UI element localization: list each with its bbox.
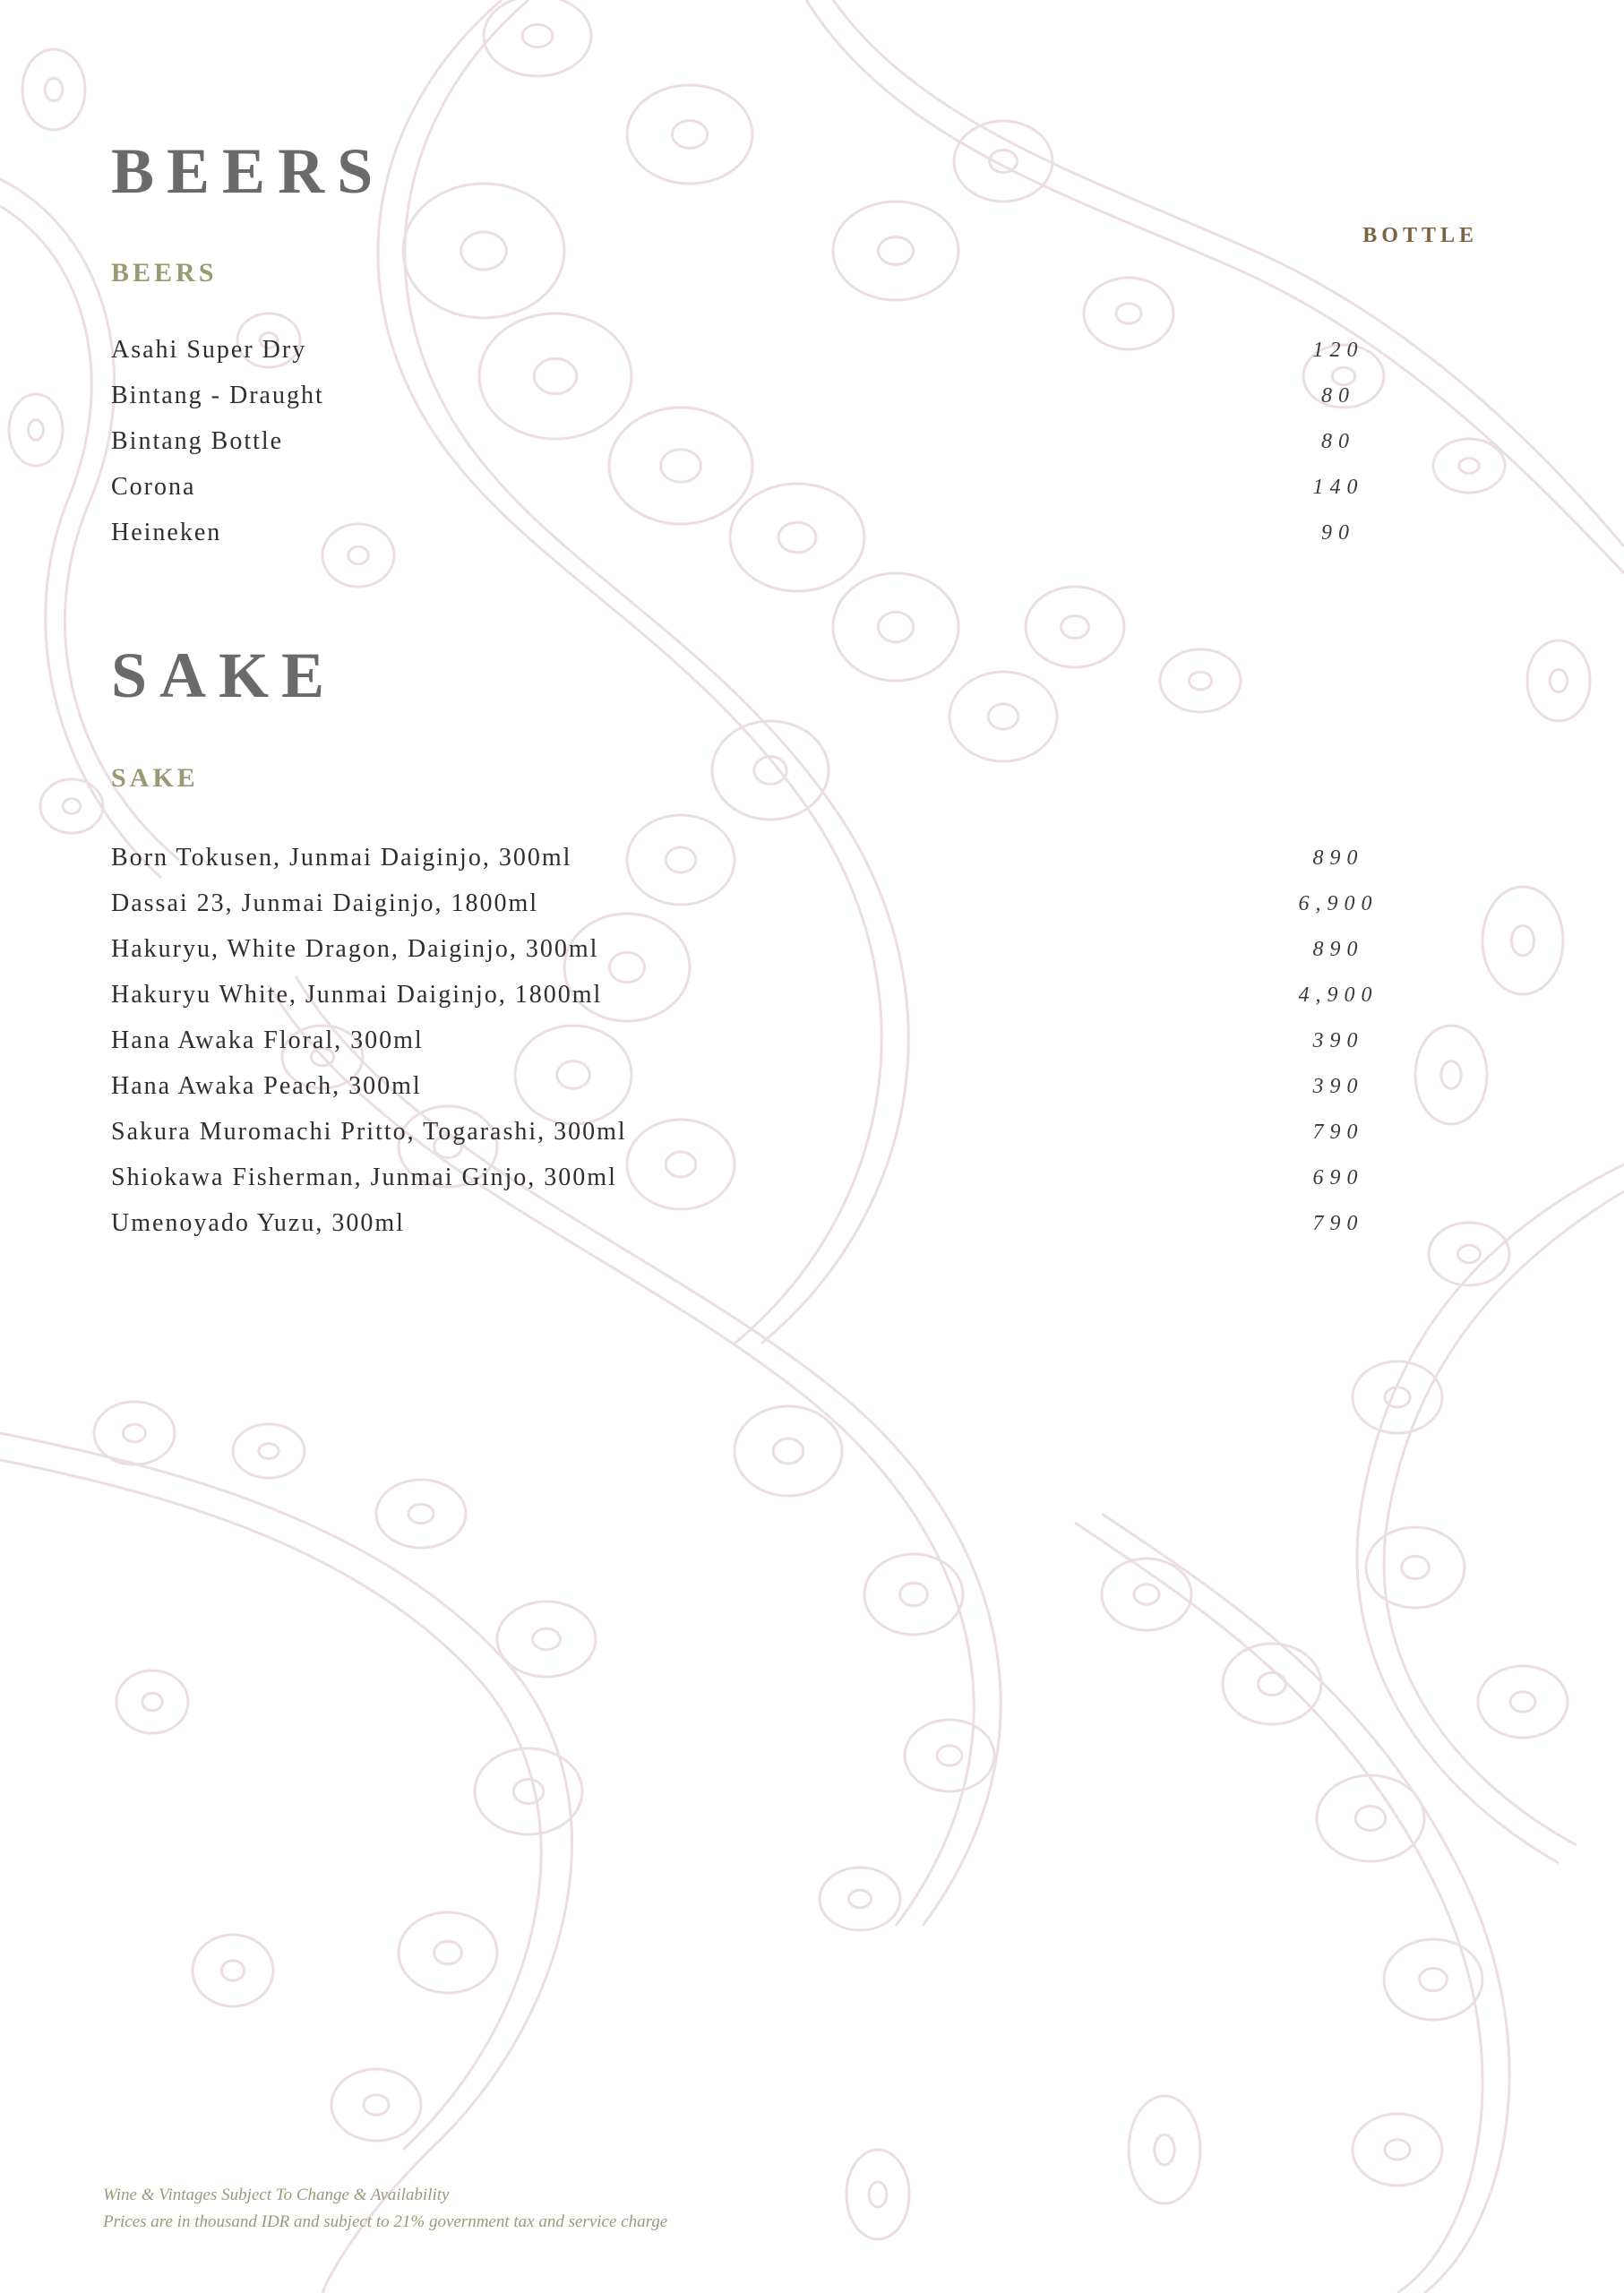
item-name: Heineken bbox=[111, 519, 222, 546]
beers-section-title: BEERS bbox=[111, 135, 386, 207]
footer-availability-note: Wine & Vintages Subject To Change & Availability bbox=[103, 2186, 450, 2204]
list-item bbox=[111, 1025, 1383, 1070]
sake-section-title: SAKE bbox=[111, 640, 338, 711]
item-name: Hakuryu White, Junmai Daiginjo, 1800ml bbox=[111, 981, 603, 1009]
item-price: 90 bbox=[1321, 521, 1355, 545]
list-item bbox=[111, 1207, 1383, 1253]
sake-subtitle: SAKE bbox=[111, 763, 199, 793]
beers-list bbox=[111, 334, 1383, 563]
item-price: 890 bbox=[1312, 846, 1364, 870]
item-price: 4,900 bbox=[1298, 983, 1379, 1007]
item-price: 390 bbox=[1312, 1075, 1364, 1098]
item-price: 140 bbox=[1312, 476, 1364, 499]
item-price: 690 bbox=[1312, 1166, 1364, 1189]
item-name: Asahi Super Dry bbox=[111, 336, 307, 364]
footer-note bbox=[103, 2182, 667, 2236]
item-name: Sakura Muromachi Pritto, Togarashi, 300ml bbox=[111, 1118, 627, 1146]
list-item bbox=[111, 842, 1383, 888]
list-item bbox=[111, 380, 1383, 425]
item-price: 790 bbox=[1312, 1212, 1364, 1235]
item-price: 390 bbox=[1312, 1029, 1364, 1052]
sake-list bbox=[111, 842, 1383, 1253]
item-name: Bintang Bottle bbox=[111, 427, 284, 455]
list-item bbox=[111, 933, 1383, 979]
beers-subtitle: BEERS bbox=[111, 258, 218, 288]
item-price: 890 bbox=[1312, 938, 1364, 961]
item-price: 80 bbox=[1321, 430, 1355, 453]
item-name: Hana Awaka Peach, 300ml bbox=[111, 1072, 422, 1100]
list-item bbox=[111, 334, 1383, 380]
item-name: Hana Awaka Floral, 300ml bbox=[111, 1026, 424, 1054]
item-price: 6,900 bbox=[1298, 892, 1379, 915]
item-name: Dassai 23, Junmai Daiginjo, 1800ml bbox=[111, 889, 539, 917]
item-price: 80 bbox=[1321, 384, 1355, 408]
item-name: Corona bbox=[111, 473, 196, 501]
list-item bbox=[111, 517, 1383, 563]
item-price: 120 bbox=[1312, 339, 1364, 362]
list-item bbox=[111, 471, 1383, 517]
item-name: Bintang - Draught bbox=[111, 382, 324, 409]
list-item bbox=[111, 1116, 1383, 1162]
list-item bbox=[111, 888, 1383, 933]
item-name: Shiokawa Fisherman, Junmai Ginjo, 300ml bbox=[111, 1164, 617, 1191]
list-item bbox=[111, 425, 1383, 471]
bottle-column-header: BOTTLE bbox=[1362, 224, 1478, 247]
item-name: Umenoyado Yuzu, 300ml bbox=[111, 1209, 405, 1237]
list-item bbox=[111, 979, 1383, 1025]
list-item bbox=[111, 1162, 1383, 1207]
item-name: Hakuryu, White Dragon, Daiginjo, 300ml bbox=[111, 935, 599, 963]
item-price: 790 bbox=[1312, 1121, 1364, 1144]
footer-tax-note: Prices are in thousand IDR and subject to 21% government tax and service charge bbox=[103, 2212, 668, 2231]
item-name: Born Tokusen, Junmai Daiginjo, 300ml bbox=[111, 844, 572, 872]
list-item bbox=[111, 1070, 1383, 1116]
